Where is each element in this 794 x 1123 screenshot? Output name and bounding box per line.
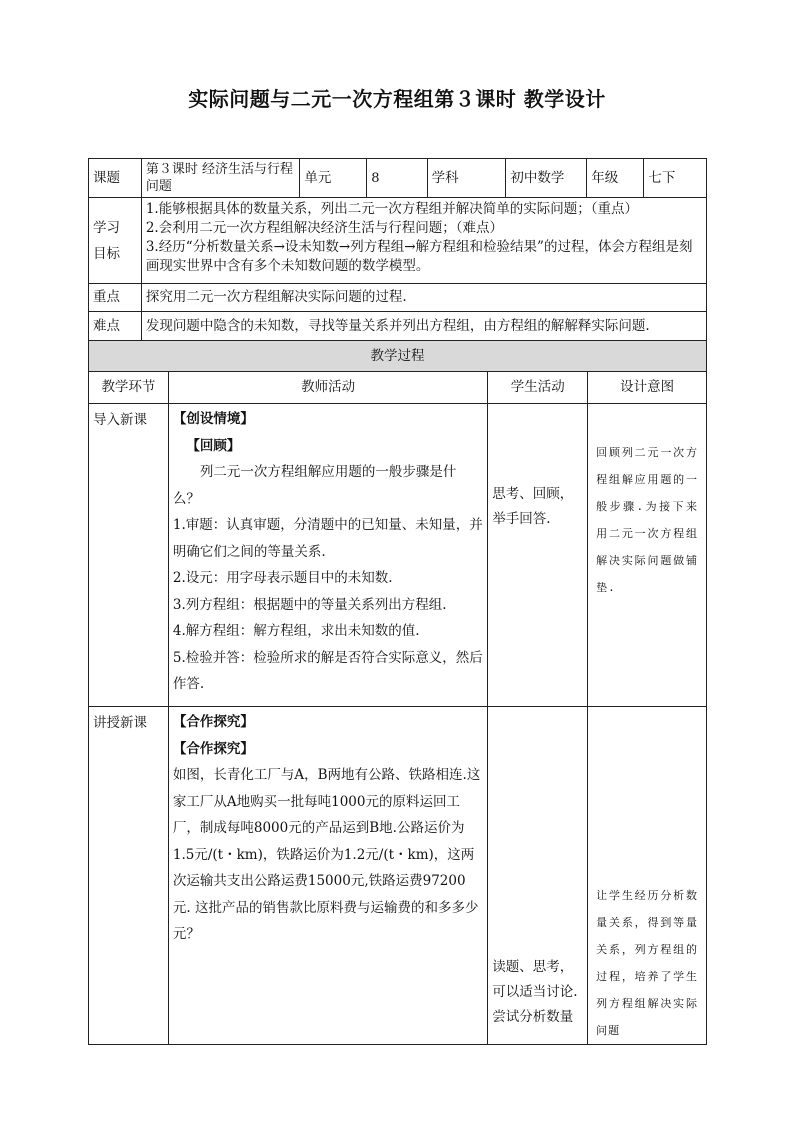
teacher-paragraph: 如图，长青化工厂与A，B两地有公路、铁路相连.这家工厂从A地购买一批每吨1000元的原料运回工厂，制成每吨8000元的产品运到B地.公路运价为1.5元/(t・km)，铁路运价为1.2元/(t・km)，这两次运输共支出公路运费15000元,铁路运费97200元. 这批产品的销售款比原料费与运输费的和多多少元？	[172, 767, 481, 942]
section-heading: 【创设情境】	[172, 411, 254, 427]
grade-label: 年级	[587, 159, 644, 198]
teacher-activity-cell	[168, 707, 487, 1045]
difficulty-value: 发现问题中隐含的未知数，寻找等量关系并列出方程组，由方程组的解解释实际问题.	[141, 312, 706, 342]
teacher-paragraph: 4.解方程组：解方程组，求出未知数的值.	[172, 623, 420, 639]
teacher-paragraph: 5.检验并答：检验所求的解是否符合实际意义，然后作答.	[172, 649, 483, 692]
topic-value: 第３课时 经济生活与行程问题	[141, 159, 300, 198]
design-intent-cell: 让学生经历分析数量关系，得到等量关系，列方程组的过程，培养了学生列方程组解决实际问题	[588, 707, 707, 1045]
goals-label-line-1: 学习	[93, 219, 120, 236]
subject-label: 学科	[427, 159, 506, 198]
goals-label	[89, 198, 142, 284]
unit-value: 8	[367, 159, 427, 198]
goals-cell	[141, 198, 706, 284]
stage-cell: 讲授新课	[89, 707, 169, 1045]
unit-label: 单元	[300, 159, 367, 198]
col-stage-header: 教学环节	[89, 372, 169, 404]
goal-item: 2.会利用二元一次方程组解决经济生活与行程问题；（难点）	[145, 220, 503, 236]
teacher-paragraph: 1.审题：认真审题，分清题中的已知量、未知量，并明确它们之间的等量关系.	[172, 517, 483, 560]
section-subheading: 【回顾】	[186, 437, 241, 454]
col-teacher-header: 教师活动	[168, 372, 487, 404]
key-value: 探究用二元一次方程组解决实际问题的过程.	[141, 284, 706, 312]
teacher-paragraph: 列二元一次方程组解应用题的一般步骤是什么？	[172, 464, 457, 507]
col-student-header: 学生活动	[488, 372, 588, 404]
subject-value: 初中数学	[506, 159, 587, 198]
teacher-paragraph: 3.列方程组：根据题中的等量关系列出方程组.	[172, 596, 447, 613]
info-table	[88, 158, 707, 342]
goal-item: 1.能够根据具体的数量关系，列出二元一次方程组并解决简单的实际问题；（重点）	[145, 201, 638, 217]
page-title: 实际问题与二元一次方程组第３课时 教学设计	[188, 87, 606, 111]
student-activity-cell: 读题、思考，可以适当讨论.尝试分析数量	[488, 707, 588, 1045]
stage-cell: 导入新课	[89, 404, 169, 707]
col-design-header: 设计意图	[588, 372, 707, 404]
design-intent-cell: 回顾列二元一次方程组解应用题的一般步骤.为接下来用二元一次方程组解决实际问题做铺垫.	[588, 404, 707, 707]
process-table	[88, 340, 707, 1045]
section-heading: 【合作探究】	[172, 714, 254, 730]
goal-item: 3.经历“分析数量关系→设未知数→列方程组→解方程组和检验结果”的过程，体会方程组是刻画现实世界中含有多个未知数问题的数学模型。	[145, 239, 693, 274]
teacher-activity-cell	[168, 404, 487, 707]
difficulty-label: 难点	[89, 312, 142, 342]
key-label: 重点	[89, 284, 142, 312]
goals-label-line-2: 目标	[93, 245, 120, 262]
grade-value: 七下	[644, 159, 707, 198]
process-header: 教学过程	[89, 341, 707, 372]
section-heading: 【合作探究】	[172, 740, 254, 757]
teacher-paragraph: 2.设元：用字母表示题目中的未知数.	[172, 570, 393, 586]
topic-label: 课题	[89, 159, 142, 198]
student-activity-cell: 思考、回顾，举手回答.	[488, 404, 588, 707]
